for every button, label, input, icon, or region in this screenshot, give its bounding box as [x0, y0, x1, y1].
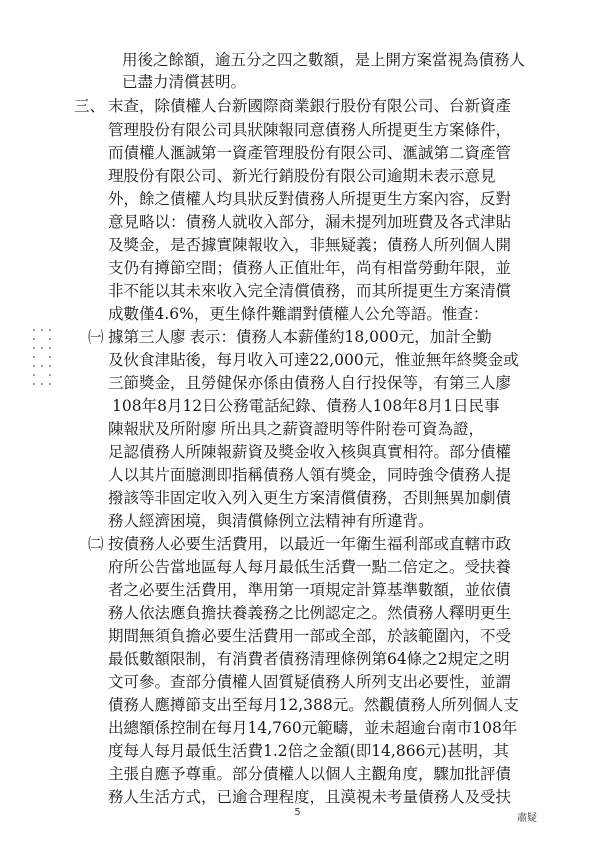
- item-label: ㈠: [88, 328, 104, 346]
- text-line: 主張自應予尊重。部分債權人以個人主觀角度，驟加批評債: [108, 765, 512, 783]
- text-line: 出總額係控制在每月14,760元範疇，並未超逾台南市108年: [108, 719, 518, 737]
- text-line: 度每人每月最低生活費1.2倍之金額(即14,866元)甚明，其: [108, 742, 509, 760]
- text-line: 者之必要生活費用，準用第一項規定計算基準數額，並依債: [108, 581, 512, 599]
- text-line: 用後之餘額，逾五分之四之數額，是上開方案當視為債務人: [122, 51, 526, 69]
- text-line: [108, 327, 492, 349]
- text-line: 三節獎金，且勞健保亦係由債務人自行投保等，有第三人廖: [108, 374, 512, 392]
- text-line: 按債務人必要生活費用，以最近一年衛生福利部或直轄市政: [108, 535, 512, 553]
- text-line: 末查，除債權人台新國際商業銀行股份有限公司、台新資產: [108, 97, 512, 115]
- text-segment: 表示：債務人本薪僅約18,000元，加計全勤: [189, 328, 492, 346]
- text-line: 外，餘之債權人均具狀反對債務人所提更生方案內容，反對: [108, 190, 512, 208]
- text-segment: 108年8月12日公務電話紀錄、債務人108年8月1日民事: [112, 397, 500, 415]
- text-line: 及獎金，是否據實陳報收入，非無疑義；債務人所列個人開: [108, 236, 512, 254]
- text-line: 文可參。查部分債權人固質疑債務人所列支出必要性，並謂: [108, 673, 512, 691]
- text-line: 府所公告當地區每人每月最低生活費一點二倍定之。受扶養: [108, 558, 512, 576]
- text-line: 務人依法應負擔扶養義務之比例認定之。然債務人釋明更生: [108, 604, 512, 622]
- text-line: [108, 419, 484, 441]
- text-line: 及伙食津貼後，每月收入可達22,000元，惟並無年終獎金或: [108, 351, 519, 369]
- perforation-marks: [31, 327, 57, 387]
- text-line: 期間無須負擔必要生活費用一部或全部，於該範圍內，不受: [108, 627, 512, 645]
- text-segment: 所出具之薪資證明等件附卷可資為證，: [220, 420, 485, 438]
- text-line: 意見略以：債務人就收入部分，漏未提列加班費及各式津貼: [108, 213, 512, 231]
- text-line: 而債權人滙誠第一資產管理股份有限公司、滙誠第二資產管: [108, 144, 512, 162]
- text-segment: 陳報狀及所附廖: [108, 420, 217, 438]
- text-line: 債務人應撙節支出至每月12,388元。然觀債務人所列個人支: [108, 696, 519, 714]
- text-line: 成數僅4.6%，更生條件難謂對債權人公允等語。惟查：: [108, 305, 489, 323]
- text-line: 足認債務人所陳報薪資及獎金收入核與真實相符。部分債權: [108, 443, 512, 461]
- text-line: 人以其片面臆測即指稱債務人領有獎金，同時強令債務人提: [108, 466, 512, 484]
- item-label: ㈡: [88, 535, 104, 553]
- text-line: 理股份有限公司、新光行銷股份有限公司逾期未表示意見: [108, 167, 496, 185]
- text-line: 管理股份有限公司具狀陳報同意債務人所提更生方案條件，: [108, 121, 512, 139]
- text-line: [108, 396, 499, 418]
- text-line: 務人經濟困境，與清償條例立法精神有所違背。: [108, 512, 434, 530]
- text-line: 務人生活方式，已逾合理程度，且漠視未考量債務人及受扶: [108, 788, 512, 806]
- text-line: 撥該等非固定收入列入更生方案清償債務，否則無異加劇債: [108, 489, 512, 507]
- text-line: 最低數額限制，有消費者債務清理條例第64條之2規定之明: [108, 650, 510, 668]
- text-line: 已盡力清償甚明。: [122, 73, 247, 91]
- text-segment: 據第三人廖: [108, 328, 186, 346]
- page-number: 5: [294, 807, 301, 818]
- footer-mark: 肅疑: [517, 813, 537, 824]
- section-label: 三、: [74, 97, 106, 115]
- text-line: 非不能以其未來收入完全清償債務，而其所提更生方案清償: [108, 282, 512, 300]
- text-line: 支仍有撙節空間；債務人正值壯年，尚有相當勞動年限，並: [108, 259, 512, 277]
